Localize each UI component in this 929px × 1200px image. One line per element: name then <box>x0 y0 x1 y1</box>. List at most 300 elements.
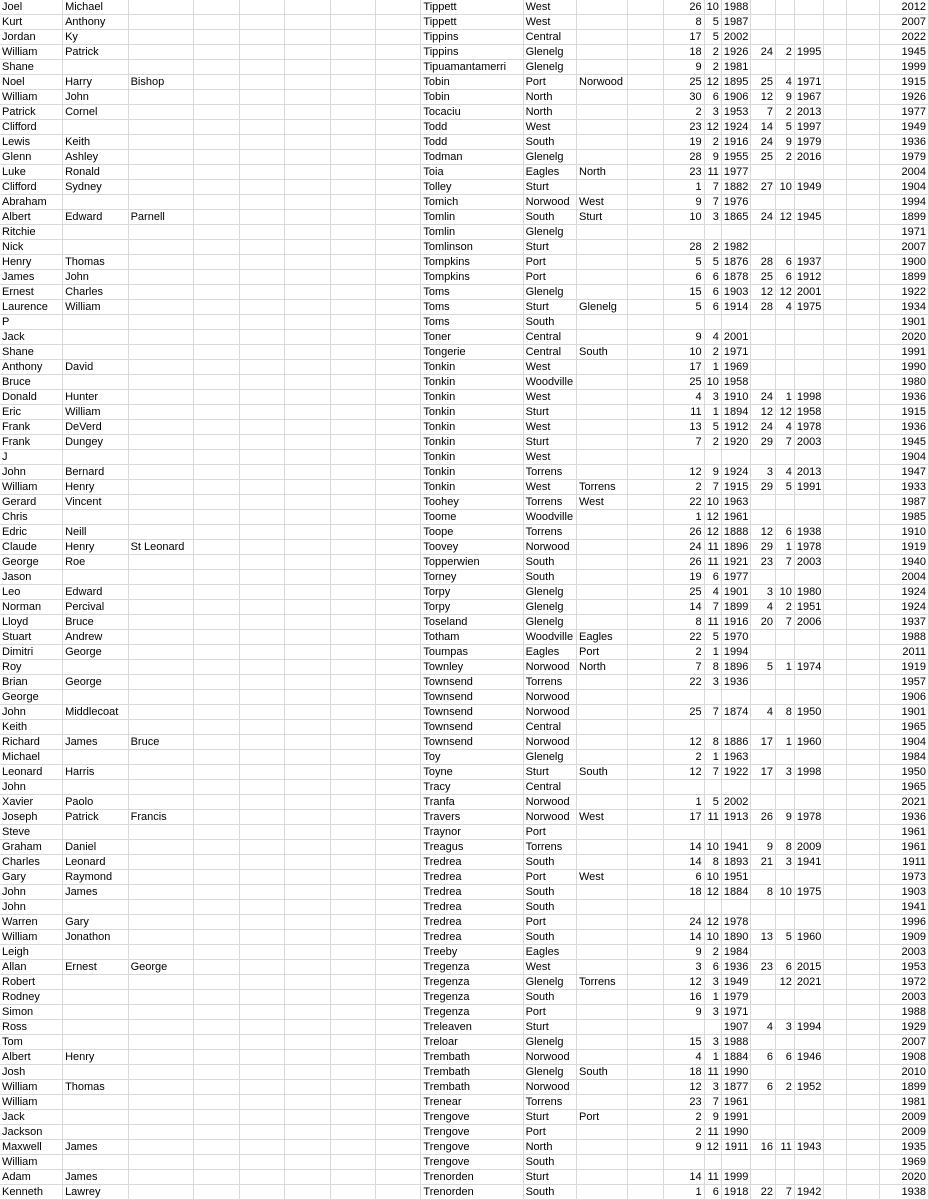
cell[interactable] <box>846 405 880 420</box>
cell[interactable] <box>330 990 375 1005</box>
cell[interactable]: 2009 <box>794 840 823 855</box>
cell[interactable] <box>239 915 284 930</box>
cell[interactable] <box>285 30 330 45</box>
cell[interactable] <box>375 600 420 615</box>
cell[interactable] <box>239 840 284 855</box>
cell[interactable] <box>824 630 846 645</box>
cell[interactable]: 2020 <box>880 330 929 345</box>
cell[interactable]: Central <box>523 345 576 360</box>
cell[interactable]: South <box>577 1065 628 1080</box>
cell[interactable] <box>824 375 846 390</box>
cell[interactable]: 4 <box>775 420 794 435</box>
cell[interactable] <box>375 30 420 45</box>
cell[interactable] <box>239 975 284 990</box>
cell[interactable]: 4 <box>775 75 794 90</box>
cell[interactable]: 1969 <box>721 360 750 375</box>
cell[interactable]: 1978 <box>794 540 823 555</box>
cell[interactable] <box>330 255 375 270</box>
cell[interactable]: Sturt <box>523 1170 576 1185</box>
cell[interactable]: 1988 <box>721 1035 750 1050</box>
cell[interactable] <box>846 1155 880 1170</box>
cell[interactable] <box>194 585 239 600</box>
cell[interactable]: 23 <box>663 1095 704 1110</box>
cell[interactable]: Sturt <box>523 1110 576 1125</box>
cell[interactable]: 4 <box>775 300 794 315</box>
cell[interactable] <box>627 900 663 915</box>
cell[interactable]: 1953 <box>880 960 929 975</box>
cell[interactable]: Josh <box>0 1065 63 1080</box>
cell[interactable] <box>375 180 420 195</box>
cell[interactable] <box>577 585 628 600</box>
cell[interactable]: Patrick <box>63 45 129 60</box>
cell[interactable]: 1945 <box>880 435 929 450</box>
cell[interactable] <box>627 1035 663 1050</box>
cell[interactable]: William <box>0 480 63 495</box>
cell[interactable] <box>794 495 823 510</box>
cell[interactable] <box>846 45 880 60</box>
cell[interactable] <box>751 345 776 360</box>
cell[interactable] <box>285 480 330 495</box>
cell[interactable]: Torrens <box>523 840 576 855</box>
cell[interactable] <box>577 1080 628 1095</box>
cell[interactable]: Tompkins <box>421 270 523 285</box>
cell[interactable] <box>285 120 330 135</box>
cell[interactable] <box>846 915 880 930</box>
cell[interactable] <box>63 195 129 210</box>
cell[interactable]: 3 <box>775 855 794 870</box>
cell[interactable] <box>285 1155 330 1170</box>
cell[interactable]: Port <box>523 255 576 270</box>
cell[interactable] <box>330 630 375 645</box>
cell[interactable]: South <box>523 1185 576 1200</box>
cell[interactable] <box>239 825 284 840</box>
cell[interactable] <box>627 285 663 300</box>
cell[interactable]: 14 <box>663 930 704 945</box>
cell[interactable] <box>751 825 776 840</box>
cell[interactable]: Central <box>523 780 576 795</box>
cell[interactable] <box>239 495 284 510</box>
cell[interactable]: William <box>0 930 63 945</box>
cell[interactable] <box>577 915 628 930</box>
cell[interactable] <box>751 570 776 585</box>
cell[interactable] <box>239 450 284 465</box>
cell[interactable]: Donald <box>0 390 63 405</box>
cell[interactable] <box>330 1035 375 1050</box>
cell[interactable] <box>577 0 628 15</box>
cell[interactable] <box>846 765 880 780</box>
cell[interactable]: 1979 <box>721 990 750 1005</box>
cell[interactable] <box>824 600 846 615</box>
cell[interactable] <box>627 390 663 405</box>
cell[interactable]: 6 <box>663 270 704 285</box>
cell[interactable] <box>577 1125 628 1140</box>
cell[interactable]: 2013 <box>794 105 823 120</box>
cell[interactable] <box>846 180 880 195</box>
cell[interactable]: Central <box>523 30 576 45</box>
cell[interactable] <box>285 345 330 360</box>
cell[interactable]: 1878 <box>721 270 750 285</box>
cell[interactable]: Treagus <box>421 840 523 855</box>
cell[interactable]: Glenn <box>0 150 63 165</box>
cell[interactable] <box>239 300 284 315</box>
cell[interactable] <box>846 735 880 750</box>
cell[interactable] <box>775 330 794 345</box>
cell[interactable] <box>824 60 846 75</box>
cell[interactable]: Thomas <box>63 255 129 270</box>
cell[interactable]: 7 <box>704 765 721 780</box>
cell[interactable]: 12 <box>775 285 794 300</box>
cell[interactable] <box>721 1155 750 1170</box>
cell[interactable] <box>330 750 375 765</box>
cell[interactable]: Norwood <box>523 690 576 705</box>
cell[interactable] <box>194 510 239 525</box>
cell[interactable] <box>824 285 846 300</box>
cell[interactable]: 1996 <box>880 915 929 930</box>
cell[interactable]: Anthony <box>0 360 63 375</box>
cell[interactable] <box>330 930 375 945</box>
cell[interactable] <box>128 705 194 720</box>
cell[interactable]: 1978 <box>794 420 823 435</box>
cell[interactable]: 2002 <box>721 30 750 45</box>
cell[interactable] <box>239 330 284 345</box>
cell[interactable] <box>627 945 663 960</box>
cell[interactable] <box>375 885 420 900</box>
cell[interactable] <box>775 1005 794 1020</box>
cell[interactable]: Townley <box>421 660 523 675</box>
cell[interactable] <box>128 195 194 210</box>
cell[interactable] <box>846 435 880 450</box>
cell[interactable]: 5 <box>704 255 721 270</box>
cell[interactable]: Leigh <box>0 945 63 960</box>
cell[interactable]: Torrens <box>523 495 576 510</box>
cell[interactable]: 2 <box>704 945 721 960</box>
cell[interactable] <box>63 1005 129 1020</box>
cell[interactable]: 8 <box>704 855 721 870</box>
cell[interactable] <box>627 165 663 180</box>
cell[interactable]: 1958 <box>794 405 823 420</box>
cell[interactable] <box>239 1140 284 1155</box>
cell[interactable]: 2007 <box>880 15 929 30</box>
cell[interactable]: 1965 <box>880 780 929 795</box>
cell[interactable] <box>751 375 776 390</box>
cell[interactable] <box>194 630 239 645</box>
cell[interactable] <box>751 630 776 645</box>
cell[interactable]: Toner <box>421 330 523 345</box>
cell[interactable]: Tonkin <box>421 375 523 390</box>
cell[interactable] <box>375 1140 420 1155</box>
cell[interactable] <box>285 270 330 285</box>
cell[interactable]: 3 <box>704 1080 721 1095</box>
cell[interactable] <box>128 870 194 885</box>
cell[interactable] <box>751 165 776 180</box>
cell[interactable] <box>375 765 420 780</box>
cell[interactable]: 1946 <box>794 1050 823 1065</box>
cell[interactable]: Daniel <box>63 840 129 855</box>
cell[interactable] <box>330 960 375 975</box>
cell[interactable] <box>824 645 846 660</box>
cell[interactable] <box>239 900 284 915</box>
cell[interactable]: Michael <box>0 750 63 765</box>
cell[interactable] <box>775 915 794 930</box>
cell[interactable]: James <box>63 735 129 750</box>
cell[interactable]: Clifford <box>0 120 63 135</box>
cell[interactable]: P <box>0 315 63 330</box>
cell[interactable] <box>375 195 420 210</box>
cell[interactable]: Patrick <box>63 810 129 825</box>
cell[interactable] <box>194 615 239 630</box>
cell[interactable]: Sturt <box>577 210 628 225</box>
cell[interactable] <box>285 420 330 435</box>
cell[interactable]: 8 <box>704 660 721 675</box>
cell[interactable]: John <box>63 270 129 285</box>
cell[interactable] <box>577 405 628 420</box>
cell[interactable]: 14 <box>663 1170 704 1185</box>
cell[interactable] <box>824 480 846 495</box>
cell[interactable] <box>794 630 823 645</box>
cell[interactable] <box>285 1005 330 1020</box>
cell[interactable]: Trenorden <box>421 1185 523 1200</box>
cell[interactable] <box>194 870 239 885</box>
cell[interactable] <box>239 690 284 705</box>
cell[interactable] <box>63 60 129 75</box>
cell[interactable] <box>577 30 628 45</box>
cell[interactable] <box>63 1095 129 1110</box>
cell[interactable]: Trengove <box>421 1125 523 1140</box>
cell[interactable]: Henry <box>63 1050 129 1065</box>
cell[interactable] <box>330 195 375 210</box>
cell[interactable]: 7 <box>704 600 721 615</box>
cell[interactable] <box>824 405 846 420</box>
cell[interactable] <box>824 1140 846 1155</box>
cell[interactable] <box>330 15 375 30</box>
cell[interactable] <box>285 390 330 405</box>
cell[interactable]: 2 <box>663 1110 704 1125</box>
cell[interactable]: 28 <box>663 240 704 255</box>
cell[interactable] <box>63 315 129 330</box>
cell[interactable]: 1985 <box>880 510 929 525</box>
cell[interactable]: 19 <box>663 135 704 150</box>
cell[interactable]: Lloyd <box>0 615 63 630</box>
cell[interactable] <box>239 1125 284 1140</box>
cell[interactable]: James <box>63 1170 129 1185</box>
cell[interactable] <box>285 1020 330 1035</box>
cell[interactable]: 1973 <box>880 870 929 885</box>
cell[interactable] <box>194 255 239 270</box>
cell[interactable]: 1978 <box>794 810 823 825</box>
cell[interactable]: Michael <box>63 0 129 15</box>
cell[interactable]: 9 <box>663 195 704 210</box>
cell[interactable] <box>128 585 194 600</box>
cell[interactable]: 6 <box>775 270 794 285</box>
cell[interactable]: 1874 <box>721 705 750 720</box>
cell[interactable] <box>794 165 823 180</box>
cell[interactable] <box>824 1005 846 1020</box>
cell[interactable]: 11 <box>704 1125 721 1140</box>
cell[interactable]: Tracy <box>421 780 523 795</box>
cell[interactable] <box>194 195 239 210</box>
cell[interactable] <box>128 1140 194 1155</box>
cell[interactable]: 11 <box>704 615 721 630</box>
cell[interactable] <box>824 960 846 975</box>
cell[interactable]: 1899 <box>880 1080 929 1095</box>
cell[interactable]: Tippett <box>421 15 523 30</box>
cell[interactable] <box>824 915 846 930</box>
cell[interactable] <box>775 1155 794 1170</box>
cell[interactable]: 7 <box>704 195 721 210</box>
cell[interactable]: 21 <box>751 855 776 870</box>
cell[interactable] <box>704 825 721 840</box>
cell[interactable]: West <box>577 810 628 825</box>
cell[interactable] <box>794 780 823 795</box>
cell[interactable]: 3 <box>704 105 721 120</box>
cell[interactable]: Glenelg <box>523 1065 576 1080</box>
cell[interactable] <box>846 1065 880 1080</box>
cell[interactable] <box>775 495 794 510</box>
cell[interactable] <box>239 195 284 210</box>
cell[interactable]: West <box>523 0 576 15</box>
cell[interactable]: John <box>0 465 63 480</box>
cell[interactable] <box>128 645 194 660</box>
cell[interactable]: 12 <box>663 1080 704 1095</box>
cell[interactable]: 12 <box>775 405 794 420</box>
cell[interactable] <box>627 420 663 435</box>
cell[interactable] <box>285 705 330 720</box>
cell[interactable]: 13 <box>663 420 704 435</box>
cell[interactable]: 1 <box>704 645 721 660</box>
cell[interactable] <box>775 870 794 885</box>
cell[interactable] <box>239 780 284 795</box>
cell[interactable]: Neill <box>63 525 129 540</box>
cell[interactable] <box>577 705 628 720</box>
cell[interactable] <box>330 165 375 180</box>
cell[interactable]: John <box>0 780 63 795</box>
cell[interactable]: Torpy <box>421 585 523 600</box>
cell[interactable] <box>627 435 663 450</box>
cell[interactable]: Toia <box>421 165 523 180</box>
cell[interactable] <box>128 975 194 990</box>
cell[interactable] <box>194 1155 239 1170</box>
cell[interactable] <box>794 750 823 765</box>
cell[interactable]: Glenelg <box>523 975 576 990</box>
cell[interactable]: 9 <box>663 1140 704 1155</box>
cell[interactable] <box>375 615 420 630</box>
cell[interactable] <box>751 675 776 690</box>
cell[interactable] <box>330 105 375 120</box>
cell[interactable]: Glenelg <box>523 285 576 300</box>
cell[interactable] <box>194 435 239 450</box>
cell[interactable]: 12 <box>751 525 776 540</box>
cell[interactable]: 1876 <box>721 255 750 270</box>
cell[interactable] <box>128 495 194 510</box>
cell[interactable] <box>285 1050 330 1065</box>
cell[interactable]: 1936 <box>721 675 750 690</box>
cell[interactable] <box>794 900 823 915</box>
cell[interactable] <box>375 405 420 420</box>
cell[interactable]: 1 <box>663 180 704 195</box>
cell[interactable] <box>194 825 239 840</box>
cell[interactable] <box>375 120 420 135</box>
cell[interactable] <box>627 1020 663 1035</box>
cell[interactable] <box>627 330 663 345</box>
cell[interactable]: Andrew <box>63 630 129 645</box>
cell[interactable] <box>794 795 823 810</box>
cell[interactable] <box>194 180 239 195</box>
cell[interactable]: 7 <box>775 435 794 450</box>
cell[interactable] <box>824 240 846 255</box>
cell[interactable] <box>285 495 330 510</box>
cell[interactable]: Trembath <box>421 1080 523 1095</box>
cell[interactable]: Trengove <box>421 1140 523 1155</box>
cell[interactable] <box>824 855 846 870</box>
cell[interactable]: Leo <box>0 585 63 600</box>
cell[interactable] <box>627 720 663 735</box>
cell[interactable] <box>375 990 420 1005</box>
cell[interactable] <box>627 780 663 795</box>
cell[interactable]: 1914 <box>721 300 750 315</box>
cell[interactable] <box>194 1020 239 1035</box>
cell[interactable]: 1895 <box>721 75 750 90</box>
cell[interactable]: 3 <box>704 1005 721 1020</box>
cell[interactable] <box>824 585 846 600</box>
cell[interactable] <box>194 480 239 495</box>
cell[interactable]: 10 <box>704 840 721 855</box>
cell[interactable]: Toovey <box>421 540 523 555</box>
cell[interactable] <box>194 375 239 390</box>
cell[interactable]: 1888 <box>721 525 750 540</box>
cell[interactable] <box>824 450 846 465</box>
cell[interactable]: Torrens <box>523 465 576 480</box>
cell[interactable]: 1922 <box>880 285 929 300</box>
cell[interactable] <box>194 795 239 810</box>
cell[interactable] <box>375 1035 420 1050</box>
cell[interactable] <box>63 900 129 915</box>
cell[interactable]: Townsend <box>421 675 523 690</box>
cell[interactable]: 2011 <box>880 645 929 660</box>
cell[interactable] <box>794 1035 823 1050</box>
cell[interactable] <box>128 1050 194 1065</box>
cell[interactable] <box>846 1110 880 1125</box>
cell[interactable] <box>63 225 129 240</box>
cell[interactable]: Simon <box>0 1005 63 1020</box>
cell[interactable] <box>330 225 375 240</box>
cell[interactable] <box>794 645 823 660</box>
cell[interactable]: 2 <box>704 240 721 255</box>
cell[interactable]: 1980 <box>880 375 929 390</box>
cell[interactable] <box>775 345 794 360</box>
cell[interactable] <box>375 555 420 570</box>
cell[interactable] <box>375 1125 420 1140</box>
cell[interactable]: Eagles <box>577 630 628 645</box>
cell[interactable]: 2 <box>775 105 794 120</box>
cell[interactable]: 1975 <box>794 885 823 900</box>
cell[interactable] <box>577 555 628 570</box>
cell[interactable] <box>627 615 663 630</box>
cell[interactable] <box>285 675 330 690</box>
cell[interactable]: 2 <box>663 105 704 120</box>
cell[interactable] <box>128 885 194 900</box>
cell[interactable] <box>704 690 721 705</box>
cell[interactable] <box>330 570 375 585</box>
cell[interactable] <box>627 120 663 135</box>
cell[interactable] <box>128 660 194 675</box>
cell[interactable]: 5 <box>704 420 721 435</box>
cell[interactable] <box>794 720 823 735</box>
cell[interactable] <box>194 1095 239 1110</box>
cell[interactable]: Claude <box>0 540 63 555</box>
cell[interactable]: 10 <box>775 885 794 900</box>
cell[interactable]: 12 <box>663 735 704 750</box>
cell[interactable]: 3 <box>751 465 776 480</box>
